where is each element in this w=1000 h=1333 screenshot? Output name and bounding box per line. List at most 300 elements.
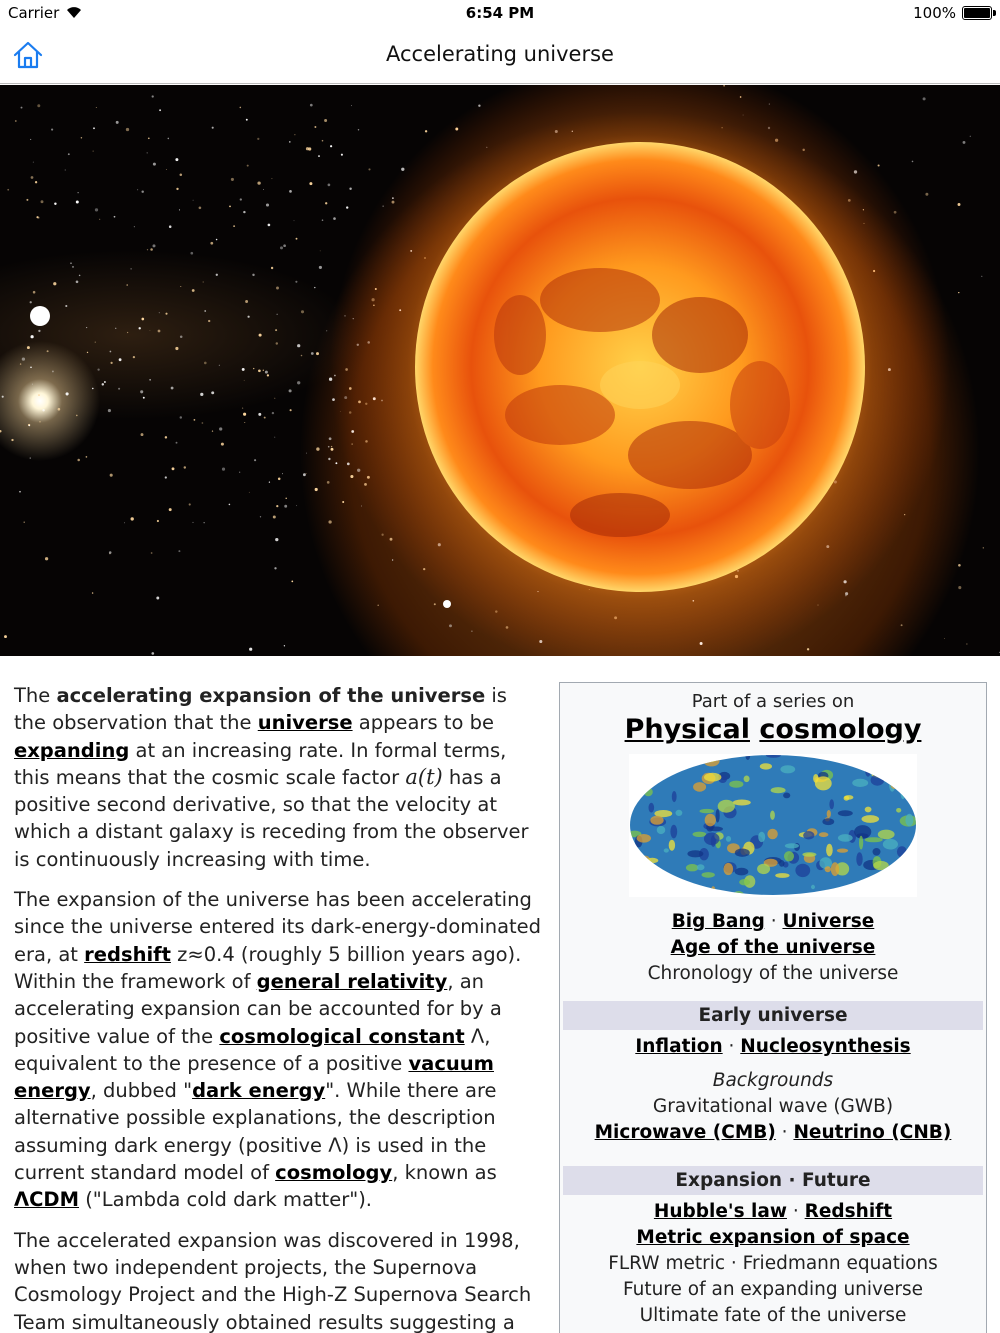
star: [150, 248, 153, 251]
link-neutrino-cnb[interactable]: Neutrino (CNB): [793, 1122, 952, 1143]
star: [139, 327, 141, 329]
cmb-fluctuation: [630, 758, 643, 769]
star: [242, 368, 245, 371]
star: [140, 390, 143, 393]
star: [284, 645, 285, 646]
star: [212, 127, 214, 129]
link-age-of-universe[interactable]: Age of the universe: [670, 937, 876, 958]
star: [70, 262, 72, 264]
star: [211, 391, 214, 394]
star: [361, 506, 362, 507]
cmb-fluctuation: [724, 863, 734, 875]
cmb-fluctuation: [883, 839, 898, 850]
cmb-fluctuation: [669, 840, 675, 851]
star: [30, 366, 32, 368]
star: [267, 374, 269, 376]
star: [268, 224, 271, 227]
link-big-bang[interactable]: Big Bang: [671, 911, 765, 932]
star: [194, 419, 196, 421]
cmb-fluctuation: [672, 791, 677, 802]
star: [151, 552, 153, 554]
star: [30, 458, 31, 459]
cmb-fluctuation: [649, 803, 655, 813]
star: [314, 126, 316, 128]
star: [351, 105, 352, 106]
cmb-fluctuation: [664, 848, 669, 852]
cmb-fluctuation: [865, 807, 872, 813]
star: [130, 268, 131, 269]
carrier-label: Carrier: [8, 4, 60, 22]
star: [79, 275, 81, 277]
star: [349, 188, 351, 190]
star: [212, 430, 213, 431]
text: appears to be: [352, 711, 494, 735]
link-lambda-cdm[interactable]: ΛCDM: [14, 1188, 79, 1212]
star: [314, 287, 315, 288]
star: [263, 370, 264, 371]
star: [240, 107, 242, 109]
cmb-fluctuation: [739, 879, 750, 885]
star: [471, 630, 472, 631]
star: [179, 209, 180, 210]
star: [36, 216, 38, 218]
star: [137, 189, 138, 190]
star: [271, 178, 272, 179]
cmb-map: [629, 754, 917, 897]
cmb-fluctuation: [687, 850, 703, 857]
star: [249, 648, 252, 651]
star: [254, 459, 256, 461]
star: [180, 286, 181, 287]
star: [958, 292, 959, 293]
cmb-fluctuation: [629, 793, 635, 798]
star: [45, 557, 48, 560]
cmb-fluctuation: [856, 852, 862, 866]
star: [316, 352, 319, 355]
link-vacuum-energy[interactable]: vacuum energy: [14, 1051, 494, 1103]
cmb-fluctuation: [643, 768, 647, 776]
cmb-fluctuation: [784, 851, 794, 861]
star: [180, 335, 183, 338]
cmb-fluctuation: [883, 761, 894, 771]
cmb-fluctuation: [705, 814, 716, 827]
star: [27, 346, 30, 349]
star: [247, 316, 249, 318]
cmb-fluctuation: [903, 886, 913, 897]
star: [87, 352, 88, 353]
cmb-fluctuation: [831, 862, 839, 876]
star: [124, 522, 125, 523]
cmb-fluctuation: [873, 861, 889, 870]
infobox-row-future: Future of an expanding universe: [622, 1279, 924, 1300]
star: [127, 332, 128, 333]
star: [152, 95, 154, 97]
cmb-fluctuation: [651, 867, 661, 880]
infobox-row-metric: [560, 1225, 986, 1251]
cmb-fluctuation: [650, 816, 663, 825]
star: [981, 276, 982, 277]
star: [96, 107, 97, 108]
star: [102, 383, 104, 385]
math-scale-factor: a(t): [405, 764, 443, 789]
star: [346, 206, 348, 208]
star: [958, 586, 961, 589]
star: [184, 466, 186, 468]
cmb-fluctuation: [703, 756, 719, 767]
star: [247, 165, 249, 167]
page-title: Accelerating universe: [386, 42, 614, 66]
star: [119, 358, 122, 361]
star: [216, 239, 218, 241]
star: [110, 362, 112, 364]
star: [233, 225, 235, 227]
cmb-fluctuation: [884, 871, 893, 877]
star: [328, 458, 330, 460]
infobox-row-cmb: [560, 1120, 986, 1146]
link-hubbles-law[interactable]: Hubble's law: [653, 1201, 787, 1222]
star: [208, 320, 210, 322]
text: Λ, equivalent to the presence of a positive: [14, 1024, 491, 1075]
cmb-fluctuation: [865, 837, 883, 842]
star: [176, 442, 178, 444]
star: [147, 249, 148, 250]
star: [176, 188, 178, 190]
cmb-fluctuation: [676, 810, 683, 816]
cmb-fluctuation: [852, 779, 868, 787]
star: [76, 201, 79, 204]
link-dark-energy[interactable]: dark energy: [192, 1079, 326, 1103]
star: [229, 504, 231, 506]
infobox-row-age: [560, 935, 986, 961]
star: [30, 139, 31, 140]
star: [807, 648, 809, 650]
star: [39, 421, 41, 423]
star: [33, 162, 34, 163]
link-cosmology-title[interactable]: cosmology: [759, 714, 922, 745]
cmb-fluctuation: [704, 773, 721, 782]
star: [108, 409, 111, 412]
battery-cap: [993, 10, 996, 16]
star: [310, 104, 313, 107]
star: [243, 413, 246, 416]
star: [257, 181, 260, 184]
infobox-row-bigbang: [560, 909, 986, 935]
star: [275, 329, 277, 331]
star: [53, 282, 56, 285]
star: [282, 473, 283, 474]
star: [328, 446, 330, 448]
cmb-fluctuation: [826, 844, 833, 857]
cmb-fluctuation: [885, 754, 902, 758]
cmb-fluctuation: [802, 852, 816, 857]
cmb-fluctuation: [887, 754, 901, 760]
infobox-title: [560, 714, 986, 746]
star: [258, 369, 261, 372]
star: [30, 301, 32, 303]
star: [41, 200, 44, 203]
star: [274, 398, 275, 399]
cmb-fluctuation: [729, 781, 743, 788]
separator: ·: [775, 1122, 794, 1143]
star: [222, 468, 225, 471]
star: [95, 342, 96, 343]
star: [306, 453, 307, 454]
text: The: [14, 684, 57, 707]
link-cosmological-constant[interactable]: cosmological constant: [219, 1024, 465, 1048]
infobox-pretitle: Part of a series on: [691, 691, 855, 712]
cmb-fluctuation: [631, 772, 644, 778]
star: [277, 314, 278, 315]
star: [316, 447, 319, 450]
star: [141, 190, 143, 192]
star: [24, 522, 25, 523]
star: [193, 200, 194, 201]
star: [86, 456, 88, 458]
star: [275, 538, 278, 541]
link-universe-infobox[interactable]: Universe: [782, 911, 875, 932]
star: [114, 216, 116, 218]
star: [134, 226, 135, 227]
cmb-fluctuation: [780, 765, 795, 773]
cmb-fluctuation: [836, 891, 843, 897]
link-metric-expansion[interactable]: Metric expansion of space: [636, 1227, 910, 1248]
navigation-bar: [0, 28, 1000, 84]
star: [210, 242, 213, 245]
star: [141, 318, 144, 321]
star: [172, 467, 175, 470]
cmb-fluctuation: [735, 849, 750, 857]
star: [35, 181, 37, 183]
cmb-fluctuation: [838, 834, 853, 842]
cmb-fluctuation: [644, 788, 653, 797]
cmb-fluctuation: [825, 866, 831, 872]
cmb-fluctuation: [702, 872, 715, 878]
cmb-fluctuation: [709, 827, 723, 832]
link-nucleosynthesis[interactable]: Nucleosynthesis: [740, 1036, 911, 1057]
cmb-fluctuation: [859, 836, 863, 850]
star: [148, 137, 150, 139]
cmb-fluctuation: [904, 852, 917, 858]
link-inflation[interactable]: Inflation: [635, 1036, 723, 1057]
star: [51, 129, 53, 131]
infobox-physical-cosmology: [559, 682, 987, 1333]
cmb-fluctuation: [829, 799, 834, 809]
star: [65, 170, 66, 171]
cmb-fluctuation: [775, 873, 789, 878]
star: [326, 331, 327, 332]
cmb-fluctuation: [649, 891, 664, 897]
star: [153, 163, 156, 166]
star: [358, 129, 359, 130]
star: [280, 246, 283, 249]
star: [331, 448, 334, 451]
star: [92, 388, 93, 389]
star: [294, 220, 295, 221]
star: [258, 413, 261, 416]
cmb-fluctuation: [779, 860, 785, 867]
cmb-fluctuation: [813, 774, 818, 783]
star: [301, 310, 304, 313]
cmb-fluctuation: [896, 759, 910, 764]
infobox-row-hubble: [560, 1199, 986, 1225]
star: [126, 284, 128, 286]
star: [245, 300, 248, 303]
star: [290, 409, 292, 411]
star: [325, 202, 327, 204]
star: [21, 107, 23, 109]
cmb-fluctuation: [901, 787, 906, 799]
cmb-fluctuation: [878, 830, 895, 840]
star: [126, 128, 129, 131]
star: [93, 151, 94, 152]
star: [295, 281, 297, 283]
cmb-fluctuation: [659, 761, 672, 771]
star: [925, 193, 928, 196]
separator: ·: [722, 1036, 741, 1057]
star: [166, 169, 167, 170]
cmb-fluctuation: [873, 848, 881, 856]
star: [335, 462, 337, 464]
star: [37, 104, 40, 107]
star: [190, 252, 193, 255]
star: [319, 266, 322, 269]
star: [92, 592, 94, 594]
cmb-fluctuation: [735, 868, 749, 876]
star: [202, 422, 204, 424]
star: [76, 280, 79, 283]
star: [151, 652, 154, 655]
star: [93, 127, 95, 129]
star: [219, 365, 220, 366]
star: [392, 559, 393, 560]
paragraph-1: [14, 682, 544, 873]
star: [309, 182, 312, 185]
star: [297, 344, 300, 347]
star: [229, 205, 231, 207]
separator: ·: [786, 1201, 805, 1222]
cmb-fluctuation: [862, 815, 880, 823]
cmb-fluctuation: [905, 814, 913, 827]
star: [328, 184, 331, 187]
star: [116, 121, 119, 124]
star: [189, 503, 191, 505]
star: [285, 498, 286, 499]
star: [77, 459, 80, 462]
link-general-relativity[interactable]: general relativity: [256, 969, 448, 993]
star: [58, 408, 61, 411]
star: [33, 291, 36, 294]
cmb-fluctuation: [686, 864, 699, 871]
star: [434, 603, 436, 605]
bold-term: accelerating expansion of the universe: [56, 684, 486, 707]
cmb-fluctuation: [701, 757, 717, 763]
star: [171, 387, 174, 390]
star: [329, 437, 332, 440]
star: [303, 473, 306, 476]
star: [265, 371, 268, 374]
star: [165, 313, 167, 315]
cmb-fluctuation: [803, 831, 814, 839]
star: [327, 481, 330, 484]
star: [257, 138, 259, 140]
exploding-star-illustration: [0, 85, 1000, 656]
star: [983, 547, 984, 548]
star: [342, 501, 344, 503]
star: [169, 508, 172, 511]
link-expanding[interactable]: expanding: [14, 738, 130, 762]
cmb-fluctuation: [693, 832, 707, 837]
star: [99, 219, 100, 220]
star: [110, 474, 113, 477]
link-physical[interactable]: Physical: [624, 714, 750, 745]
cmb-fluctuation: [649, 758, 658, 764]
star: [243, 211, 245, 213]
cmb-fluctuation: [733, 800, 751, 806]
star: [368, 168, 370, 170]
star: [47, 350, 49, 352]
star: [26, 199, 28, 201]
star: [143, 397, 145, 399]
star: [178, 550, 180, 552]
cmb-fluctuation: [726, 836, 731, 842]
star: [253, 368, 254, 369]
star: [264, 417, 266, 419]
star: [260, 516, 261, 517]
cmb-fluctuation: [896, 808, 901, 813]
link-microwave-cmb[interactable]: Microwave (CMB): [594, 1122, 776, 1143]
star: [165, 476, 167, 478]
section-early-universe: Early universe: [563, 1001, 983, 1030]
star: [52, 370, 54, 372]
cmb-fluctuation: [700, 809, 715, 813]
star: [289, 141, 291, 143]
star: [958, 203, 961, 206]
star: [963, 141, 966, 144]
star: [68, 153, 70, 155]
cmb-fluctuation: [653, 770, 671, 774]
link-universe[interactable]: universe: [257, 711, 353, 735]
cmb-fluctuation: [837, 849, 848, 853]
star: [322, 219, 324, 221]
cmb-fluctuation: [637, 834, 651, 843]
star: [95, 208, 98, 211]
text: ("Lambda cold dark matter").: [79, 1188, 372, 1212]
link-cosmology[interactable]: cosmology: [275, 1161, 393, 1185]
star: [966, 643, 967, 644]
link-redshift-infobox[interactable]: Redshift: [804, 1201, 893, 1222]
star: [318, 155, 320, 157]
text: The accelerated expansion was discovered in 1998, when two independent projects, the Supernova Cosmology Project and the High-Z Supernova Search Team simultaneously obtained results suggesting a: [14, 1228, 532, 1333]
cmb-fluctuation: [670, 825, 677, 839]
star: [259, 334, 262, 337]
star: [204, 310, 206, 312]
star: [330, 145, 332, 147]
text: z≈0.4 (roughly 5 billion years ago). Within the framework of: [14, 942, 522, 993]
cmb-fluctuation: [639, 856, 651, 869]
star: [331, 446, 332, 447]
cmb-fluctuation: [857, 881, 865, 887]
star: [180, 174, 183, 177]
star: [273, 516, 276, 519]
cmb-fluctuation: [863, 881, 869, 892]
cmb-map-image[interactable]: [629, 754, 917, 897]
cmb-fluctuation: [637, 779, 645, 785]
infobox-row-chronology: Chronology of the universe: [647, 963, 899, 984]
cmb-fluctuation: [785, 843, 799, 848]
text: , an accelerating expansion can be accounted for by a positive value of the: [14, 969, 502, 1048]
star: [118, 388, 120, 390]
link-redshift[interactable]: redshift: [84, 942, 171, 966]
